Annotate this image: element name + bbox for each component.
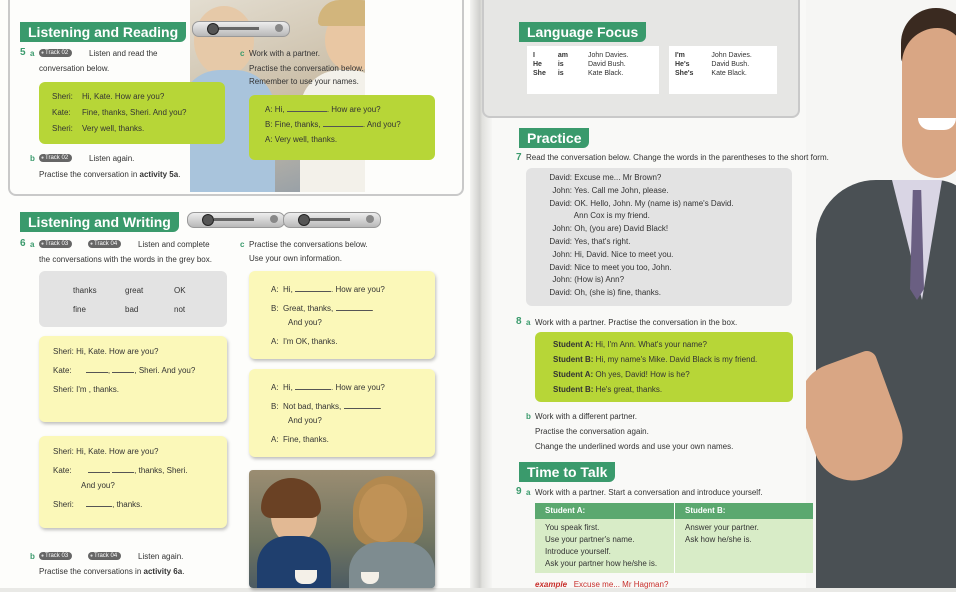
y2-row: And you? xyxy=(288,416,322,425)
listening-writing-title: Listening and Writing xyxy=(20,212,179,232)
conv2-line-3: And you? xyxy=(81,481,115,490)
exercise-8-number: 8 xyxy=(516,316,522,327)
lf-cell: am xyxy=(557,52,568,59)
y2-row: A: Hi, . How are you? xyxy=(271,383,385,392)
student-a-item: You speak first. xyxy=(545,523,600,532)
lf-cell: is xyxy=(557,61,564,68)
slider-knob[interactable] xyxy=(207,23,219,35)
ex8b-line-1: Work with a different partner. xyxy=(535,412,637,421)
exercise-5b-letter: b xyxy=(30,154,35,163)
student-b-item: Answer your partner. xyxy=(685,523,759,532)
word: thanks xyxy=(73,286,97,295)
ex5c-line-2: Practise the conversation below. xyxy=(249,64,364,73)
student-a-item: Introduce yourself. xyxy=(545,547,611,556)
slider-knob[interactable] xyxy=(298,214,310,226)
word: not xyxy=(174,305,186,314)
exercise-6-number: 6 xyxy=(20,238,26,249)
student-b-item: Ask how he/she is. xyxy=(685,535,752,544)
student-a-header: Student A: xyxy=(545,506,586,515)
word: great xyxy=(125,286,144,295)
y1-row: A: Hi, . How are you? xyxy=(271,285,385,294)
lf-cell: is xyxy=(557,70,564,77)
conv2-line-1: Sheri: Hi, Kate. How are you? xyxy=(53,447,159,456)
audio-slider-03[interactable] xyxy=(187,212,285,228)
exercise-6c-letter: c xyxy=(240,240,245,249)
exercise-6b-letter: b xyxy=(30,552,35,561)
ex7-dialog-box xyxy=(526,168,792,306)
ex7-line: David: OK. Hello, John. My (name is) name's David. xyxy=(549,198,734,208)
audio-slider-top[interactable] xyxy=(192,21,290,37)
ex7-line: John: Oh, (you are) David Black! xyxy=(552,224,669,234)
ex6a-instruction: Listen and complete xyxy=(138,240,210,249)
ex6c-line-1: Practise the conversations below. xyxy=(249,240,368,249)
student-b-header: Student B: xyxy=(685,506,726,515)
ex5a-instruction-2: conversation below. xyxy=(39,64,110,73)
lf-cell: She's xyxy=(675,70,694,77)
ex9-instruction: Work with a partner. Start a conversation and introduce yourself. xyxy=(535,488,763,497)
listening-reading-title: Listening and Reading xyxy=(20,22,186,42)
ex5c-row: B: Fine, thanks, . And you? xyxy=(265,120,401,129)
line: Fine, thanks, Sheri. And you? xyxy=(82,108,187,117)
y1-row: And you? xyxy=(288,318,322,327)
ex5c-line-1: Work with a partner. xyxy=(249,49,320,58)
ex9-table xyxy=(535,503,813,573)
word: fine xyxy=(73,305,86,314)
y2-row: B: Not bad, thanks, . xyxy=(271,402,382,411)
track-02-badge-b[interactable]: ● Track 02 xyxy=(39,154,72,162)
line: Very well, thanks. xyxy=(82,124,145,133)
ex7-line: Ann Cox is my friend. xyxy=(573,211,650,221)
exercise-5-number: 5 xyxy=(20,47,26,58)
ex7-line: David: Excuse me... Mr Brown? xyxy=(549,173,662,182)
ex5a-dialog-box xyxy=(39,82,225,144)
ex7-line: David: Oh, (she is) fine, thanks. xyxy=(549,288,661,298)
audio-slider-04[interactable] xyxy=(283,212,381,228)
exercise-6a-letter: a xyxy=(30,240,35,249)
track-04-badge[interactable]: ● Track 04 xyxy=(88,240,121,248)
y1-row: B: Great, thanks, . xyxy=(271,304,374,313)
lf-cell: She xyxy=(533,70,546,77)
ex6a-instruction-2: the conversations with the words in the grey box. xyxy=(39,255,212,264)
exercise-8b-letter: b xyxy=(526,412,531,421)
conv1-line-2: Kate: , , Sheri. And you? xyxy=(53,366,196,375)
ex7-line: John: Hi, David. Nice to meet you. xyxy=(552,249,674,259)
ex8-line: Student B: He's great, thanks. xyxy=(553,385,663,394)
ex7-line: John: (How is) Ann? xyxy=(552,275,625,285)
speaker: Sheri: xyxy=(52,92,73,101)
exercise-5c-letter: c xyxy=(240,49,245,58)
ex5c-line-3: Remember to use your names. xyxy=(249,77,359,86)
ex8b-line-3: Change the underlined words and use your own names. xyxy=(535,442,734,451)
ex5b-practise: Practise the conversation in activity 5a. xyxy=(39,170,181,179)
lf-table-full xyxy=(527,46,659,94)
ex7-line: John: Yes. Call me John, please. xyxy=(552,185,669,195)
ex6b-instruction: Listen again. xyxy=(138,552,184,561)
ex8-dialog-box xyxy=(535,332,793,402)
lf-cell: I xyxy=(533,52,535,59)
language-focus-title: Language Focus xyxy=(519,22,646,42)
conv2-line-2: Kate: , thanks, Sheri. xyxy=(53,466,188,475)
lf-cell: I'm xyxy=(675,52,685,59)
lf-cell: Kate Black. xyxy=(711,70,747,77)
lf-cell: John Davies. xyxy=(711,52,752,59)
word-box xyxy=(39,271,227,327)
lf-cell: He xyxy=(533,61,542,68)
exercise-7-number: 7 xyxy=(516,152,522,163)
ex7-line: David: Yes, that's right. xyxy=(549,236,631,246)
lf-cell: David Bush. xyxy=(587,61,626,68)
conv1-line-1: Sheri: Hi, Kate. How are you? xyxy=(53,347,159,356)
conversation-2-box xyxy=(39,436,227,528)
ex6b-practise: Practise the conversations in activity 6a. xyxy=(39,567,185,576)
ex5c-row: A: Very well, thanks. xyxy=(265,135,338,144)
lf-table-short xyxy=(669,46,777,94)
photo-women-cafe xyxy=(249,470,435,588)
conv2-line-4: Sheri: , thanks. xyxy=(53,500,143,509)
lf-cell: Kate Black. xyxy=(587,70,624,77)
conv1-line-3: Sheri: I'm , thanks. xyxy=(53,385,120,394)
exercise-5a-letter: a xyxy=(30,49,35,58)
y2-row: A: Fine, thanks. xyxy=(271,435,329,444)
ex7-line: David: Nice to meet you too, John. xyxy=(549,262,672,272)
speaker: Kate: xyxy=(52,108,71,117)
lf-cell: David Bush. xyxy=(711,61,750,68)
ex5c-dialog-box xyxy=(249,95,435,160)
lf-cell: John Davies. xyxy=(587,52,629,59)
ex5c-row: A: Hi, . How are you? xyxy=(265,105,381,114)
track-03-badge[interactable]: ● Track 03 xyxy=(39,240,72,248)
example-line: example Excuse me... Mr Hagman? xyxy=(535,580,669,589)
slider-knob[interactable] xyxy=(202,214,214,226)
track-03-badge-b[interactable]: ● Track 03 xyxy=(39,552,72,560)
track-04-badge-b[interactable]: ● Track 04 xyxy=(88,552,121,560)
ex8-line: Student A: Oh yes, David! How is he? xyxy=(553,370,690,379)
track-02-badge[interactable]: ● Track 02 xyxy=(39,49,72,57)
word: bad xyxy=(125,305,139,314)
exercise-8a-letter: a xyxy=(526,318,531,327)
ex8-instruction: Work with a partner. Practise the conversation in the box. xyxy=(535,318,738,327)
student-a-item: Use your partner's name. xyxy=(545,535,635,544)
speaker: Sheri: xyxy=(52,124,73,133)
time-to-talk-title: Time to Talk xyxy=(519,462,615,482)
exercise-9a-letter: a xyxy=(526,488,531,497)
word: OK xyxy=(174,286,186,295)
ex8b-line-2: Practise the conversation again. xyxy=(535,427,649,436)
ex8-line: Student B: Hi, my name's Mike. David Black is my friend. xyxy=(553,355,758,364)
photo-businessman xyxy=(806,0,956,588)
ex7-instruction: Read the conversation below. Change the words in the parentheses to the short form. xyxy=(526,153,829,162)
line: Hi, Kate. How are you? xyxy=(82,92,165,101)
conversation-1-box xyxy=(39,336,227,422)
yellow-card-1 xyxy=(249,271,435,359)
yellow-card-2 xyxy=(249,369,435,457)
lf-cell: He's xyxy=(675,61,690,68)
student-a-item: Ask your partner how he/she is. xyxy=(545,559,658,568)
y1-row: A: I'm OK, thanks. xyxy=(271,337,338,346)
ex6c-line-2: Use your own information. xyxy=(249,254,342,263)
practice-title: Practice xyxy=(519,128,589,148)
ex5a-instruction: Listen and read the xyxy=(89,49,158,58)
exercise-9-number: 9 xyxy=(516,486,522,497)
ex8-line: Student A: Hi, I'm Ann. What's your name? xyxy=(553,340,707,349)
ex5b-instruction: Listen again. xyxy=(89,154,135,163)
